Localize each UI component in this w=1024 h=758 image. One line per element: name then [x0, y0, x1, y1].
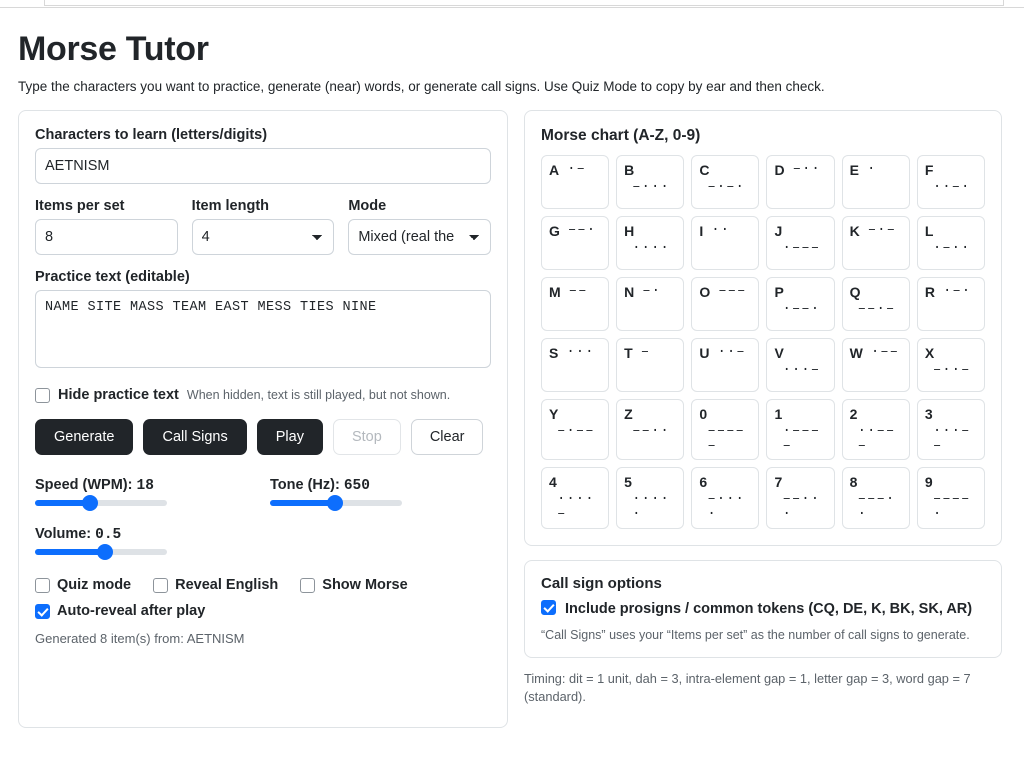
morse-chart-letter: P	[774, 284, 784, 300]
morse-chart-letter: Z	[624, 406, 633, 422]
practice-settings-card	[18, 110, 508, 728]
reveal-english-option[interactable]	[153, 577, 278, 593]
morse-chart-code: –·–	[867, 222, 896, 238]
morse-chart-cell	[616, 338, 684, 392]
practice-text-group	[35, 269, 491, 373]
morse-chart-code: ···––	[932, 423, 971, 454]
tone-slider[interactable]	[270, 500, 402, 506]
morse-chart-letter: C	[699, 162, 710, 178]
volume-slider-group	[35, 526, 491, 555]
morse-chart-cell	[691, 277, 759, 331]
morse-chart-letter: B	[624, 162, 635, 178]
morse-chart-code: ··–	[717, 344, 746, 360]
morse-chart-card	[524, 110, 1002, 546]
morse-chart-letter: U	[699, 345, 710, 361]
morse-chart-letter: L	[924, 223, 934, 239]
morse-chart-cell	[917, 338, 985, 392]
hide-practice-label: Hide practice text	[58, 387, 179, 403]
morse-chart-cell	[842, 467, 910, 528]
morse-chart-cell	[541, 399, 609, 460]
prosigns-checkbox[interactable]	[541, 600, 556, 615]
morse-chart-letter: 0	[699, 406, 708, 422]
sliders-row	[35, 477, 491, 506]
right-column	[524, 110, 1002, 706]
morse-chart-letter: O	[699, 284, 711, 300]
morse-chart-cell	[842, 216, 910, 270]
morse-chart-cell	[917, 155, 985, 209]
tone-label-text: Tone (Hz):	[270, 477, 340, 493]
volume-slider[interactable]	[35, 549, 167, 555]
morse-chart-code: ·	[867, 161, 877, 177]
morse-chart-code: ·–·	[942, 283, 972, 299]
tone-slider-fill	[270, 500, 335, 506]
morse-chart-cell	[766, 467, 834, 528]
practice-text-label: Practice text (editable)	[35, 269, 190, 285]
morse-chart-code: ·––·	[782, 301, 821, 317]
morse-chart-letter: X	[924, 345, 935, 361]
timing-note: Timing: dit = 1 unit, dah = 3, intra-element gap = 1, letter gap = 3, word gap = 7 (standard).	[524, 671, 971, 705]
auto-reveal-checkbox[interactable]	[35, 604, 50, 619]
morse-chart-letter: E	[849, 162, 859, 178]
morse-chart-cell	[616, 155, 684, 209]
morse-chart-cell	[541, 155, 609, 209]
action-buttons	[35, 419, 491, 455]
morse-chart-code: ·–	[567, 161, 586, 177]
morse-chart-cell	[842, 277, 910, 331]
main-columns	[18, 110, 1006, 728]
morse-chart-letter: H	[624, 223, 635, 239]
hide-practice-row[interactable]	[35, 387, 491, 403]
morse-chart-letter: W	[849, 345, 863, 361]
prosigns-option[interactable]	[541, 600, 985, 619]
morse-chart-letter: J	[774, 223, 783, 239]
morse-chart-letter: M	[549, 284, 561, 300]
morse-chart-code: –·––	[557, 423, 595, 439]
items-per-set-input[interactable]	[35, 219, 178, 255]
toggle-options-row	[35, 577, 491, 593]
morse-chart-code: –––	[718, 283, 747, 299]
show-morse-option[interactable]	[300, 577, 407, 593]
morse-chart-code: ––··	[632, 423, 670, 439]
characters-label: Characters to learn (letters/digits)	[35, 127, 268, 143]
quiz-mode-option[interactable]	[35, 577, 131, 593]
morse-chart-code: –···	[632, 179, 670, 195]
morse-chart-letter: 6	[699, 474, 708, 491]
tone-slider-group	[270, 477, 405, 506]
morse-chart-cell	[766, 155, 834, 209]
speed-label-text: Speed (WPM):	[35, 477, 133, 493]
play-button[interactable]: Play	[257, 419, 323, 455]
morse-chart-letter: S	[549, 345, 559, 361]
morse-chart-grid	[541, 155, 985, 529]
morse-chart-letter: K	[849, 223, 860, 239]
morse-chart-letter: A	[549, 162, 560, 178]
tone-value: 650	[343, 478, 370, 494]
speed-slider-knob[interactable]	[82, 495, 98, 511]
morse-chart-letter: 9	[924, 474, 933, 491]
morse-chart-code: ·––––	[782, 423, 821, 454]
call-signs-button[interactable]: Call Signs	[143, 419, 246, 455]
morse-chart-letter: N	[624, 284, 635, 300]
show-morse-label: Show Morse	[322, 577, 408, 593]
morse-chart-letter: I	[699, 223, 704, 239]
speed-slider[interactable]	[35, 500, 167, 506]
morse-chart-code: ·–··	[932, 240, 971, 256]
morse-chart-cell	[541, 467, 609, 528]
page-title: Morse Tutor	[18, 30, 209, 68]
morse-chart-cell	[616, 216, 684, 270]
morse-chart-code: ––––·	[932, 491, 971, 523]
morse-chart-cell	[616, 467, 684, 528]
item-length-group	[192, 198, 335, 255]
browser-tab[interactable]	[44, 0, 1004, 6]
morse-chart-code: ··	[711, 222, 731, 238]
generated-status: Generated 8 item(s) from: AETNISM	[35, 631, 245, 646]
morse-chart-cell	[691, 155, 759, 209]
morse-chart-letter: D	[774, 162, 785, 178]
morse-chart-cell	[616, 399, 684, 460]
morse-chart-code: –·	[642, 283, 662, 299]
morse-chart-code: –	[640, 344, 651, 360]
generate-button[interactable]: Generate	[35, 419, 133, 455]
morse-chart-cell	[842, 155, 910, 209]
call-sign-options-title: Call sign options	[541, 574, 662, 592]
morse-chart-cell	[766, 216, 834, 270]
morse-chart-cell	[541, 216, 609, 270]
show-morse-checkbox[interactable]	[300, 578, 315, 593]
morse-chart-cell	[691, 467, 759, 528]
morse-chart-code: ·–––	[782, 240, 821, 256]
morse-chart-cell	[917, 399, 985, 460]
morse-chart-title: Morse chart (A-Z, 0-9)	[541, 127, 701, 144]
volume-label	[35, 526, 491, 543]
morse-chart-letter: 3	[924, 406, 933, 422]
speed-value: 18	[136, 478, 154, 494]
morse-chart-letter: 8	[849, 474, 858, 491]
volume-slider-fill	[35, 549, 105, 555]
morse-chart-code: ––·	[567, 222, 597, 238]
stop-button: Stop	[333, 419, 401, 455]
hide-practice-checkbox[interactable]	[35, 388, 50, 403]
morse-chart-code: –··	[792, 161, 821, 177]
reveal-english-checkbox[interactable]	[153, 578, 168, 593]
morse-chart-letter: Y	[549, 406, 559, 422]
morse-chart-code: –––··	[857, 491, 896, 523]
auto-reveal-option[interactable]	[35, 603, 491, 619]
morse-chart-cell	[691, 216, 759, 270]
volume-label-text: Volume:	[35, 526, 92, 542]
items-per-set-label: Items per set	[35, 198, 125, 214]
call-sign-options-card	[524, 560, 1002, 659]
morse-chart-letter: F	[924, 162, 934, 178]
practice-text-area[interactable]	[35, 290, 491, 368]
page-subtitle: Type the characters you want to practice, generate (near) words, or generate call signs. Use Quiz Mode to copy by ear and then check.	[18, 79, 825, 94]
morse-chart-cell	[691, 338, 759, 392]
items-per-set-group	[35, 198, 178, 255]
morse-chart-code: –·–·	[707, 179, 745, 195]
volume-value: 0.5	[95, 527, 122, 543]
quiz-mode-checkbox[interactable]	[35, 578, 50, 593]
morse-chart-code: –––––	[707, 423, 745, 454]
auto-reveal-label: Auto-reveal after play	[57, 603, 206, 619]
mode-group	[348, 198, 491, 255]
quiz-mode-label: Quiz mode	[57, 577, 132, 593]
morse-chart-cell	[691, 399, 759, 460]
mode-select[interactable]	[348, 219, 491, 255]
prosigns-label: Include prosigns / common tokens (CQ, DE, K, BK, SK, AR)	[565, 600, 973, 617]
morse-chart-code: ·––	[870, 344, 900, 360]
morse-chart-cell	[766, 399, 834, 460]
speed-label	[35, 477, 170, 494]
morse-chart-code: ·····	[632, 491, 670, 523]
morse-chart-code: ––·–	[857, 301, 896, 317]
morse-chart-letter: T	[624, 345, 633, 361]
page-body	[0, 8, 1024, 728]
mode-label: Mode	[348, 198, 387, 214]
morse-chart-code: ––···	[782, 491, 821, 523]
morse-chart-cell	[541, 277, 609, 331]
morse-chart-code: ··–·	[932, 179, 971, 195]
morse-chart-cell	[766, 277, 834, 331]
morse-chart-cell	[842, 338, 910, 392]
morse-chart-letter: G	[549, 223, 560, 239]
morse-chart-code: ····–	[557, 491, 595, 523]
morse-chart-letter: 1	[774, 406, 783, 422]
morse-chart-letter: 5	[624, 474, 632, 491]
settings-row	[35, 198, 491, 255]
morse-chart-code: ···–	[782, 362, 821, 378]
morse-chart-cell	[917, 216, 985, 270]
volume-slider-knob[interactable]	[97, 544, 113, 560]
speed-slider-group	[35, 477, 170, 506]
browser-chrome-strip	[0, 0, 1024, 8]
morse-chart-letter: Q	[849, 284, 861, 300]
morse-chart-letter: V	[774, 345, 784, 361]
characters-input[interactable]	[35, 148, 491, 184]
morse-chart-cell	[842, 399, 910, 460]
call-sign-options-note: “Call Signs” uses your “Items per set” as the number of call signs to generate.	[541, 627, 970, 642]
morse-chart-cell	[766, 338, 834, 392]
item-length-select[interactable]	[192, 219, 335, 255]
morse-chart-cell	[616, 277, 684, 331]
morse-chart-code: –··–	[932, 362, 971, 378]
morse-chart-letter: 4	[549, 474, 557, 491]
morse-chart-cell	[917, 277, 985, 331]
morse-chart-code: –····	[707, 491, 745, 523]
morse-chart-letter: 7	[774, 474, 783, 491]
morse-chart-code: ––	[568, 283, 588, 299]
morse-chart-cell	[541, 338, 609, 392]
item-length-label: Item length	[191, 198, 270, 214]
tone-label	[270, 477, 405, 494]
reveal-english-label: Reveal English	[175, 577, 279, 593]
morse-chart-code: ···	[566, 344, 595, 360]
morse-chart-code: ····	[632, 240, 670, 256]
morse-chart-code: ··–––	[857, 423, 896, 454]
left-column	[18, 110, 508, 728]
clear-button[interactable]: Clear	[411, 419, 484, 455]
morse-chart-letter: R	[924, 284, 935, 300]
morse-chart-letter: 2	[849, 406, 858, 422]
tone-slider-knob[interactable]	[327, 495, 343, 511]
morse-chart-cell	[917, 467, 985, 528]
hide-practice-hint: When hidden, text is still played, but not shown.	[186, 388, 451, 402]
